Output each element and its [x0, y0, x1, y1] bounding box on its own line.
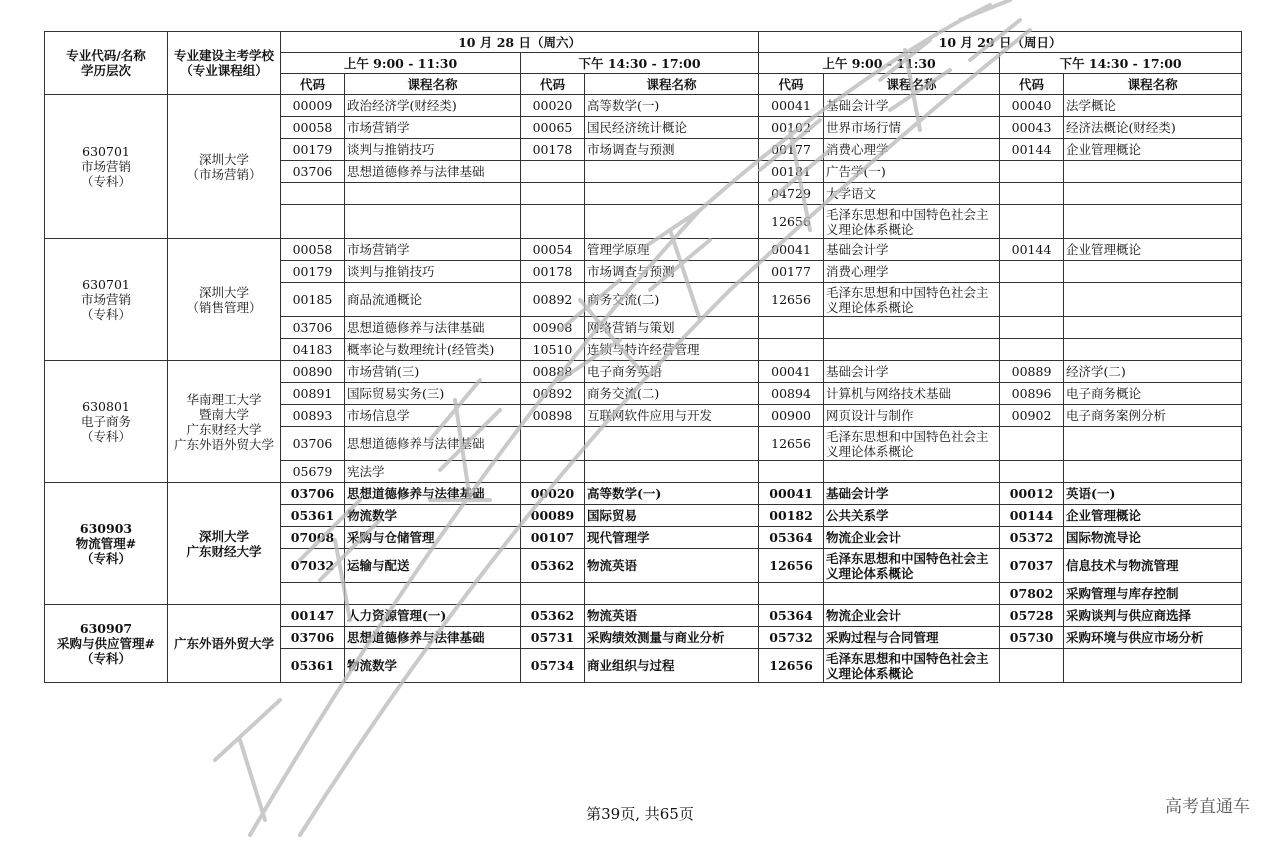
course-name [1064, 339, 1242, 361]
course-code: 00102 [759, 117, 824, 139]
course-name: 毛泽东思想和中国特色社会主义理论体系概论 [824, 427, 1000, 461]
course-name [585, 427, 759, 461]
brand-watermark-text: 高考直通车 [1165, 797, 1250, 817]
course-code: 00888 [521, 361, 585, 383]
course-name: 广告学(一) [824, 161, 1000, 183]
course-code: 03706 [281, 161, 345, 183]
course-name: 采购与仓储管理 [345, 527, 521, 549]
course-code: 00144 [1000, 239, 1064, 261]
course-name: 连锁与特许经营管理 [585, 339, 759, 361]
course-name [824, 583, 1000, 605]
course-code [1000, 205, 1064, 239]
course-name: 思想道德修养与法律基础 [345, 483, 521, 505]
course-name [585, 183, 759, 205]
course-code: 00902 [1000, 405, 1064, 427]
course-code: 04183 [281, 339, 345, 361]
course-code: 07032 [281, 549, 345, 583]
course-code: 05728 [1000, 605, 1064, 627]
school-line: 广东财经大学 [186, 421, 262, 437]
course-name: 企业管理概论 [1064, 505, 1242, 527]
course-code: 05364 [759, 605, 824, 627]
course-code: 12656 [759, 205, 824, 239]
course-name [345, 205, 521, 239]
school-cell [168, 361, 281, 483]
course-code: 00892 [521, 283, 585, 317]
course-code: 00041 [759, 95, 824, 117]
course-code [521, 583, 585, 605]
course-name [1064, 461, 1242, 483]
course-name: 毛泽东思想和中国特色社会主义理论体系概论 [824, 549, 1000, 583]
school-line: 深圳大学 [198, 528, 249, 544]
header-day2: 10 月 29 日（周日） [759, 32, 1242, 53]
course-code: 07802 [1000, 583, 1064, 605]
course-code: 00900 [759, 405, 824, 427]
course-name: 概率论与数理统计(经管类) [345, 339, 521, 361]
course-code [759, 339, 824, 361]
course-code: 12656 [759, 649, 824, 683]
course-code: 03706 [281, 317, 345, 339]
course-code: 00908 [521, 317, 585, 339]
course-code: 05731 [521, 627, 585, 649]
major-cell [45, 605, 168, 683]
major-line: 采购与供应管理# [57, 636, 155, 651]
course-name: 国际贸易 [585, 505, 759, 527]
course-name [345, 583, 521, 605]
major-line: 市场营销 [80, 292, 131, 307]
course-name [345, 183, 521, 205]
header-school [168, 32, 281, 95]
course-code: 00089 [521, 505, 585, 527]
course-name: 毛泽东思想和中国特色社会主义理论体系概论 [824, 283, 1000, 317]
major-line: 电子商务 [80, 414, 131, 429]
course-name: 基础会计学 [824, 239, 1000, 261]
exam-schedule-table [44, 31, 1242, 683]
course-code: 00890 [281, 361, 345, 383]
course-name: 市场调查与预测 [585, 139, 759, 161]
course-code [521, 461, 585, 483]
major-cell [45, 95, 168, 239]
course-code [521, 161, 585, 183]
course-code: 00898 [521, 405, 585, 427]
course-name [585, 161, 759, 183]
course-code: 03706 [281, 483, 345, 505]
major-line: （专科） [80, 551, 131, 566]
school-line: 广东财经大学 [186, 543, 262, 559]
school-line: 广东外语外贸大学 [173, 636, 274, 651]
course-code: 00893 [281, 405, 345, 427]
major-cell [45, 361, 168, 483]
course-name: 谈判与推销技巧 [345, 139, 521, 161]
course-name [1064, 317, 1242, 339]
course-name: 消费心理学 [824, 261, 1000, 283]
school-line: 广东外语外贸大学 [173, 436, 274, 452]
table-row [45, 483, 1242, 505]
course-name: 商务交流(二) [585, 383, 759, 405]
course-name [1064, 427, 1242, 461]
course-name: 信息技术与物流管理 [1064, 549, 1242, 583]
course-name: 谈判与推销技巧 [345, 261, 521, 283]
course-name: 企业管理概论 [1064, 239, 1242, 261]
course-code [281, 205, 345, 239]
course-code: 12656 [759, 283, 824, 317]
school-line: （销售管理） [186, 299, 262, 315]
course-code: 00181 [759, 161, 824, 183]
course-code [1000, 427, 1064, 461]
course-name: 企业管理概论 [1064, 139, 1242, 161]
course-code: 00178 [521, 139, 585, 161]
course-name: 采购过程与合同管理 [824, 627, 1000, 649]
course-name: 现代管理学 [585, 527, 759, 549]
course-code: 00144 [1000, 505, 1064, 527]
course-code [1000, 161, 1064, 183]
course-code [1000, 339, 1064, 361]
course-name: 国际物流导论 [1064, 527, 1242, 549]
header-day1-pm: 下午 14:30 - 17:00 [521, 53, 759, 74]
major-line: （专科） [80, 651, 131, 666]
header-school-line1: 专业建设主考学校 [173, 48, 274, 63]
course-name [824, 317, 1000, 339]
course-code: 00040 [1000, 95, 1064, 117]
course-code [1000, 317, 1064, 339]
header-course: 课程名称 [345, 74, 521, 95]
course-code: 00178 [521, 261, 585, 283]
course-code [759, 317, 824, 339]
course-code: 05364 [759, 527, 824, 549]
course-code: 04729 [759, 183, 824, 205]
course-name: 经济法概论(财经类) [1064, 117, 1242, 139]
course-code: 00054 [521, 239, 585, 261]
course-name [1064, 161, 1242, 183]
course-code: 00041 [759, 483, 824, 505]
course-name: 毛泽东思想和中国特色社会主义理论体系概论 [824, 205, 1000, 239]
course-code: 05362 [521, 549, 585, 583]
table-row [45, 361, 1242, 383]
course-name: 商品流通概论 [345, 283, 521, 317]
course-name: 思想道德修养与法律基础 [345, 317, 521, 339]
course-code: 12656 [759, 549, 824, 583]
course-code [1000, 261, 1064, 283]
course-name: 高等数学(一) [585, 483, 759, 505]
course-name: 互联网软件应用与开发 [585, 405, 759, 427]
course-name: 电子商务案例分析 [1064, 405, 1242, 427]
course-name: 思想道德修养与法律基础 [345, 427, 521, 461]
course-name [1064, 205, 1242, 239]
course-name: 英语(一) [1064, 483, 1242, 505]
header-day2-pm: 下午 14:30 - 17:00 [1000, 53, 1242, 74]
course-code: 03706 [281, 627, 345, 649]
major-line: 市场营销 [80, 159, 131, 174]
course-name: 物流英语 [585, 549, 759, 583]
major-line: 630907 [79, 621, 133, 636]
school-line: 深圳大学 [198, 151, 249, 167]
header-course: 课程名称 [585, 74, 759, 95]
course-name: 计算机与网络技术基础 [824, 383, 1000, 405]
course-code: 07037 [1000, 549, 1064, 583]
header-school-line2: （专业课程组） [180, 63, 268, 78]
course-code: 00020 [521, 95, 585, 117]
course-code: 12656 [759, 427, 824, 461]
course-code [521, 205, 585, 239]
course-name: 物流企业会计 [824, 527, 1000, 549]
course-code [759, 461, 824, 483]
course-code: 00012 [1000, 483, 1064, 505]
course-name [1064, 283, 1242, 317]
major-line: 630903 [79, 521, 133, 536]
major-line: （专科） [80, 429, 131, 444]
course-code [1000, 283, 1064, 317]
header-day1: 10 月 28 日（周六） [281, 32, 759, 53]
course-code: 00058 [281, 239, 345, 261]
course-name: 电子商务英语 [585, 361, 759, 383]
course-name: 电子商务概论 [1064, 383, 1242, 405]
course-name: 市场营销(三) [345, 361, 521, 383]
course-name: 采购绩效测量与商业分析 [585, 627, 759, 649]
course-code: 05361 [281, 649, 345, 683]
course-name: 物流数学 [345, 505, 521, 527]
header-major [45, 32, 168, 95]
major-line: 630801 [82, 399, 130, 414]
course-code: 00147 [281, 605, 345, 627]
major-line: 630701 [82, 144, 130, 159]
school-line: 暨南大学 [198, 406, 249, 422]
course-code: 00894 [759, 383, 824, 405]
course-code [281, 583, 345, 605]
course-name [585, 461, 759, 483]
course-name: 物流数学 [345, 649, 521, 683]
course-name: 网络营销与策划 [585, 317, 759, 339]
header-course: 课程名称 [824, 74, 1000, 95]
course-code [281, 183, 345, 205]
course-name [585, 205, 759, 239]
course-code: 00009 [281, 95, 345, 117]
course-code: 03706 [281, 427, 345, 461]
course-name: 基础会计学 [824, 95, 1000, 117]
major-cell [45, 239, 168, 361]
table-row [45, 605, 1242, 627]
major-line: 630701 [82, 277, 130, 292]
header-day2-am: 上午 9:00 - 11:30 [759, 53, 1000, 74]
course-code: 00891 [281, 383, 345, 405]
course-name: 宪法学 [345, 461, 521, 483]
course-code: 00185 [281, 283, 345, 317]
course-code: 00182 [759, 505, 824, 527]
school-cell [168, 239, 281, 361]
course-name: 市场信息学 [345, 405, 521, 427]
course-code: 00896 [1000, 383, 1064, 405]
course-name: 思想道德修养与法律基础 [345, 627, 521, 649]
course-code: 00177 [759, 261, 824, 283]
course-code: 00107 [521, 527, 585, 549]
course-name: 商务交流(二) [585, 283, 759, 317]
page-number: 第39页, 共65页 [586, 805, 694, 823]
major-cell [45, 483, 168, 605]
course-code [1000, 461, 1064, 483]
course-code: 00889 [1000, 361, 1064, 383]
course-name: 市场营销学 [345, 117, 521, 139]
course-name: 物流企业会计 [824, 605, 1000, 627]
header-code: 代码 [521, 74, 585, 95]
course-code: 05734 [521, 649, 585, 683]
course-code: 05679 [281, 461, 345, 483]
course-code: 00058 [281, 117, 345, 139]
header-course: 课程名称 [1064, 74, 1242, 95]
course-name [824, 339, 1000, 361]
course-name [1064, 649, 1242, 683]
course-code: 00043 [1000, 117, 1064, 139]
course-name: 采购谈判与供应商选择 [1064, 605, 1242, 627]
course-name: 物流英语 [585, 605, 759, 627]
major-line: 物流管理# [75, 536, 137, 551]
school-cell [168, 483, 281, 605]
table-row [45, 239, 1242, 261]
course-name: 采购管理与库存控制 [1064, 583, 1242, 605]
course-name: 世界市场行情 [824, 117, 1000, 139]
header-code: 代码 [759, 74, 824, 95]
course-code: 00041 [759, 239, 824, 261]
major-line: （专科） [80, 174, 131, 189]
school-cell [168, 95, 281, 239]
course-name: 法学概论 [1064, 95, 1242, 117]
course-code: 00041 [759, 361, 824, 383]
course-name: 市场营销学 [345, 239, 521, 261]
course-code: 05730 [1000, 627, 1064, 649]
course-code: 05361 [281, 505, 345, 527]
school-line: 深圳大学 [198, 284, 249, 300]
course-code: 00144 [1000, 139, 1064, 161]
course-name: 高等数学(一) [585, 95, 759, 117]
course-code: 00179 [281, 261, 345, 283]
course-name: 大学语文 [824, 183, 1000, 205]
course-code: 00177 [759, 139, 824, 161]
school-line: （市场营销） [186, 166, 262, 182]
course-code: 10510 [521, 339, 585, 361]
course-name [824, 461, 1000, 483]
course-name: 采购环境与供应市场分析 [1064, 627, 1242, 649]
major-line: （专科） [80, 307, 131, 322]
course-code: 05362 [521, 605, 585, 627]
course-code: 05732 [759, 627, 824, 649]
course-name [585, 583, 759, 605]
course-name: 国际贸易实务(三) [345, 383, 521, 405]
course-code [759, 583, 824, 605]
course-code [1000, 183, 1064, 205]
course-name: 网页设计与制作 [824, 405, 1000, 427]
course-name: 管理学原理 [585, 239, 759, 261]
course-name: 政治经济学(财经类) [345, 95, 521, 117]
course-name: 运输与配送 [345, 549, 521, 583]
course-code [521, 427, 585, 461]
course-name [1064, 183, 1242, 205]
header-major-line2: 学历层次 [80, 63, 131, 78]
course-name: 国民经济统计概论 [585, 117, 759, 139]
course-name: 毛泽东思想和中国特色社会主义理论体系概论 [824, 649, 1000, 683]
course-name: 基础会计学 [824, 483, 1000, 505]
course-name: 经济学(二) [1064, 361, 1242, 383]
course-code: 07008 [281, 527, 345, 549]
school-cell [168, 605, 281, 683]
header-code: 代码 [1000, 74, 1064, 95]
course-name: 人力资源管理(一) [345, 605, 521, 627]
course-name: 思想道德修养与法律基础 [345, 161, 521, 183]
course-code: 00065 [521, 117, 585, 139]
course-name: 基础会计学 [824, 361, 1000, 383]
header-day1-am: 上午 9:00 - 11:30 [281, 53, 521, 74]
school-line: 华南理工大学 [186, 391, 262, 407]
course-name: 公共关系学 [824, 505, 1000, 527]
course-code: 00892 [521, 383, 585, 405]
header-code: 代码 [281, 74, 345, 95]
header-major-line1: 专业代码/名称 [66, 48, 146, 63]
course-code: 05372 [1000, 527, 1064, 549]
course-name: 商业组织与过程 [585, 649, 759, 683]
watermark-stroke [215, 700, 280, 820]
course-code [1000, 649, 1064, 683]
course-name: 市场调查与预测 [585, 261, 759, 283]
course-code: 00179 [281, 139, 345, 161]
table-row [45, 95, 1242, 117]
course-name [1064, 261, 1242, 283]
course-name: 消费心理学 [824, 139, 1000, 161]
course-code: 00020 [521, 483, 585, 505]
course-code [521, 183, 585, 205]
